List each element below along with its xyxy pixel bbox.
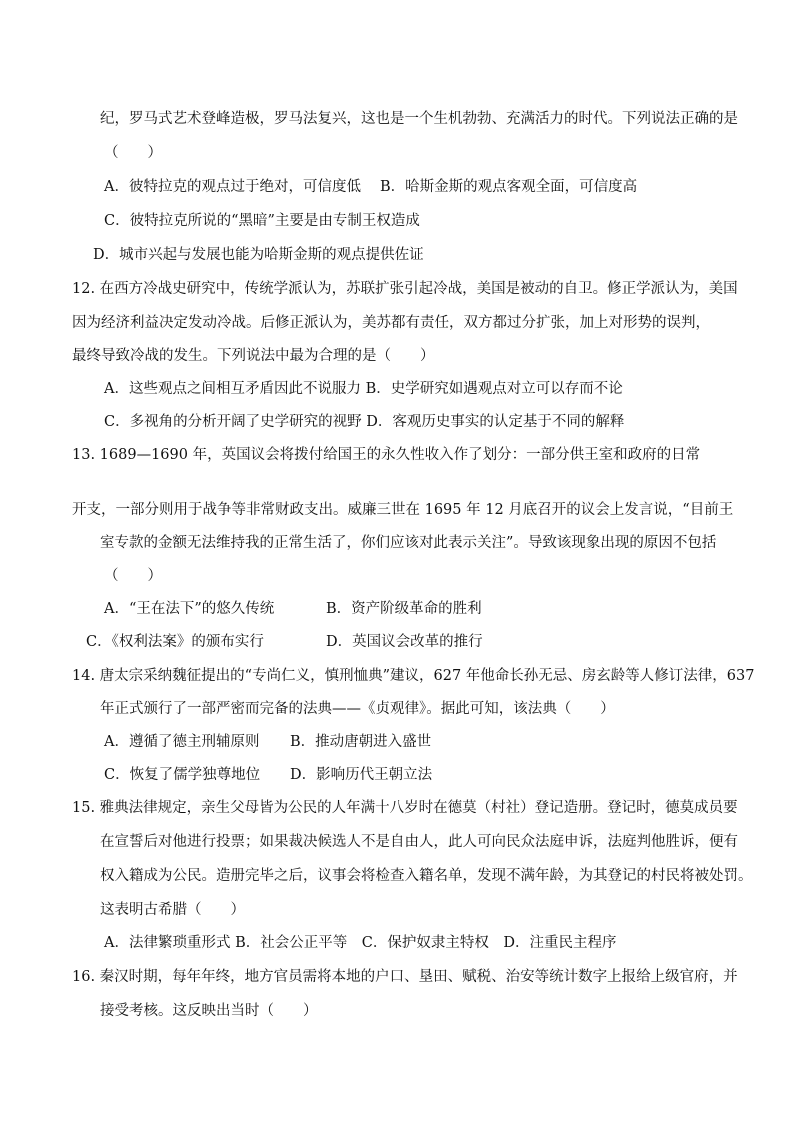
q13-option-a: A．“王在法下”的悠久传统 (104, 601, 275, 617)
q13-answer-paren: （ ） (104, 568, 162, 584)
q13-stem-line-3: 室专款的金额无法维持我的正常生活了，你们应该对此表示关注”。导致该现象出现的原因不包括 (100, 535, 717, 551)
q15-options: A．法律繁琐重形式 B．社会公正平等 C．保护奴隶主特权 D．注重民主程序 (104, 935, 617, 951)
q13-option-d: D．英国议会改革的推行 (326, 634, 483, 650)
q11-answer-paren: （ ） (104, 145, 162, 161)
q14-option-a: A．遵循了德主刑辅原则 (104, 734, 260, 750)
q14-option-d: D．影响历代王朝立法 (290, 767, 433, 783)
q14-stem-line-2: 年正式颁行了一部严密而完备的法典——《贞观律》。据此可知，该法典（ ） (100, 701, 615, 717)
q11-option-a: A．彼特拉克的观点过于绝对，可信度低 (104, 179, 361, 195)
q12-stem-line-1: 12. 在西方冷战史研究中，传统学派认为，苏联扩张引起冷战，美国是被动的自卫。修正学派认为，美国 (72, 281, 738, 297)
q12-options-ab: A．这些观点之间相互矛盾因此不说服力 B．史学研究如遇观点对立可以存而不论 (104, 381, 623, 397)
q11-option-b: B．哈斯金斯的观点客观全面，可信度高 (380, 179, 638, 195)
q12-stem-line-3: 最终导致冷战的发生。下列说法中最为合理的是（ ） (72, 348, 435, 364)
q11-option-c: C．彼特拉克所说的“黑暗”主要是由专制王权造成 (104, 213, 420, 229)
q13-option-c: C．《权利法案》的颁布实行 (86, 634, 264, 650)
q13-stem-line-1: 13. 1689—1690 年，英国议会将拨付给国王的永久性收入作了划分：一部分供王室和政府的日常 (72, 447, 701, 463)
q16-stem-line-2: 接受考核。这反映出当时（ ） (100, 1003, 318, 1019)
q15-stem-line-1: 15. 雅典法律规定，亲生父母皆为公民的人年满十八岁时在德莫（村社）登记造册。登记时，德莫成员要 (72, 800, 738, 816)
q14-stem-line-1: 14. 唐太宗采纳魏征提出的“专尚仁义，慎刑恤典”建议，627 年他命长孙无忌、房玄龄等人修订法律，637 (72, 668, 755, 684)
q13-stem-line-2: 开支，一部分则用于战争等非常财政支出。威廉三世在 1695 年 12 月底召开的议会上发言说，“目前王 (72, 502, 734, 518)
q12-stem-line-2: 因为经济利益决定发动冷战。后修正派认为，美苏都有责任，双方都过分扩张，加上对形势的误判， (72, 315, 710, 331)
q11-stem-line: 纪，罗马式艺术登峰造极，罗马法复兴，这也是一个生机勃勃、充满活力的时代。下列说法正确的是 (100, 111, 738, 127)
q15-stem-line-2: 在宣誓后对他进行投票；如果裁决候选人不是自由人，此人可向民众法庭申诉，法庭判他胜诉，便有 (100, 834, 738, 850)
q12-options-cd: C．多视角的分析开阔了史学研究的视野 D．客观历史事实的认定基于不同的解释 (104, 414, 625, 430)
q16-stem-line-1: 16. 秦汉时期，每年年终，地方官员需将本地的户口、垦田、赋税、治安等统计数字上报给上级官府，并 (72, 969, 738, 985)
q15-stem-line-4: 这表明古希腊（ ） (100, 902, 245, 918)
q11-option-d: D．城市兴起与发展也能为哈斯金斯的观点提供佐证 (93, 247, 424, 263)
q15-stem-line-3: 权入籍成为公民。造册完毕之后，议事会将检查入籍名单，发现不满年龄，为其登记的村民将被处罚。 (100, 868, 753, 884)
q14-option-b: B．推动唐朝进入盛世 (290, 734, 432, 750)
q13-option-b: B．资产阶级革命的胜利 (326, 601, 482, 617)
q14-option-c: C．恢复了儒学独尊地位 (104, 767, 261, 783)
